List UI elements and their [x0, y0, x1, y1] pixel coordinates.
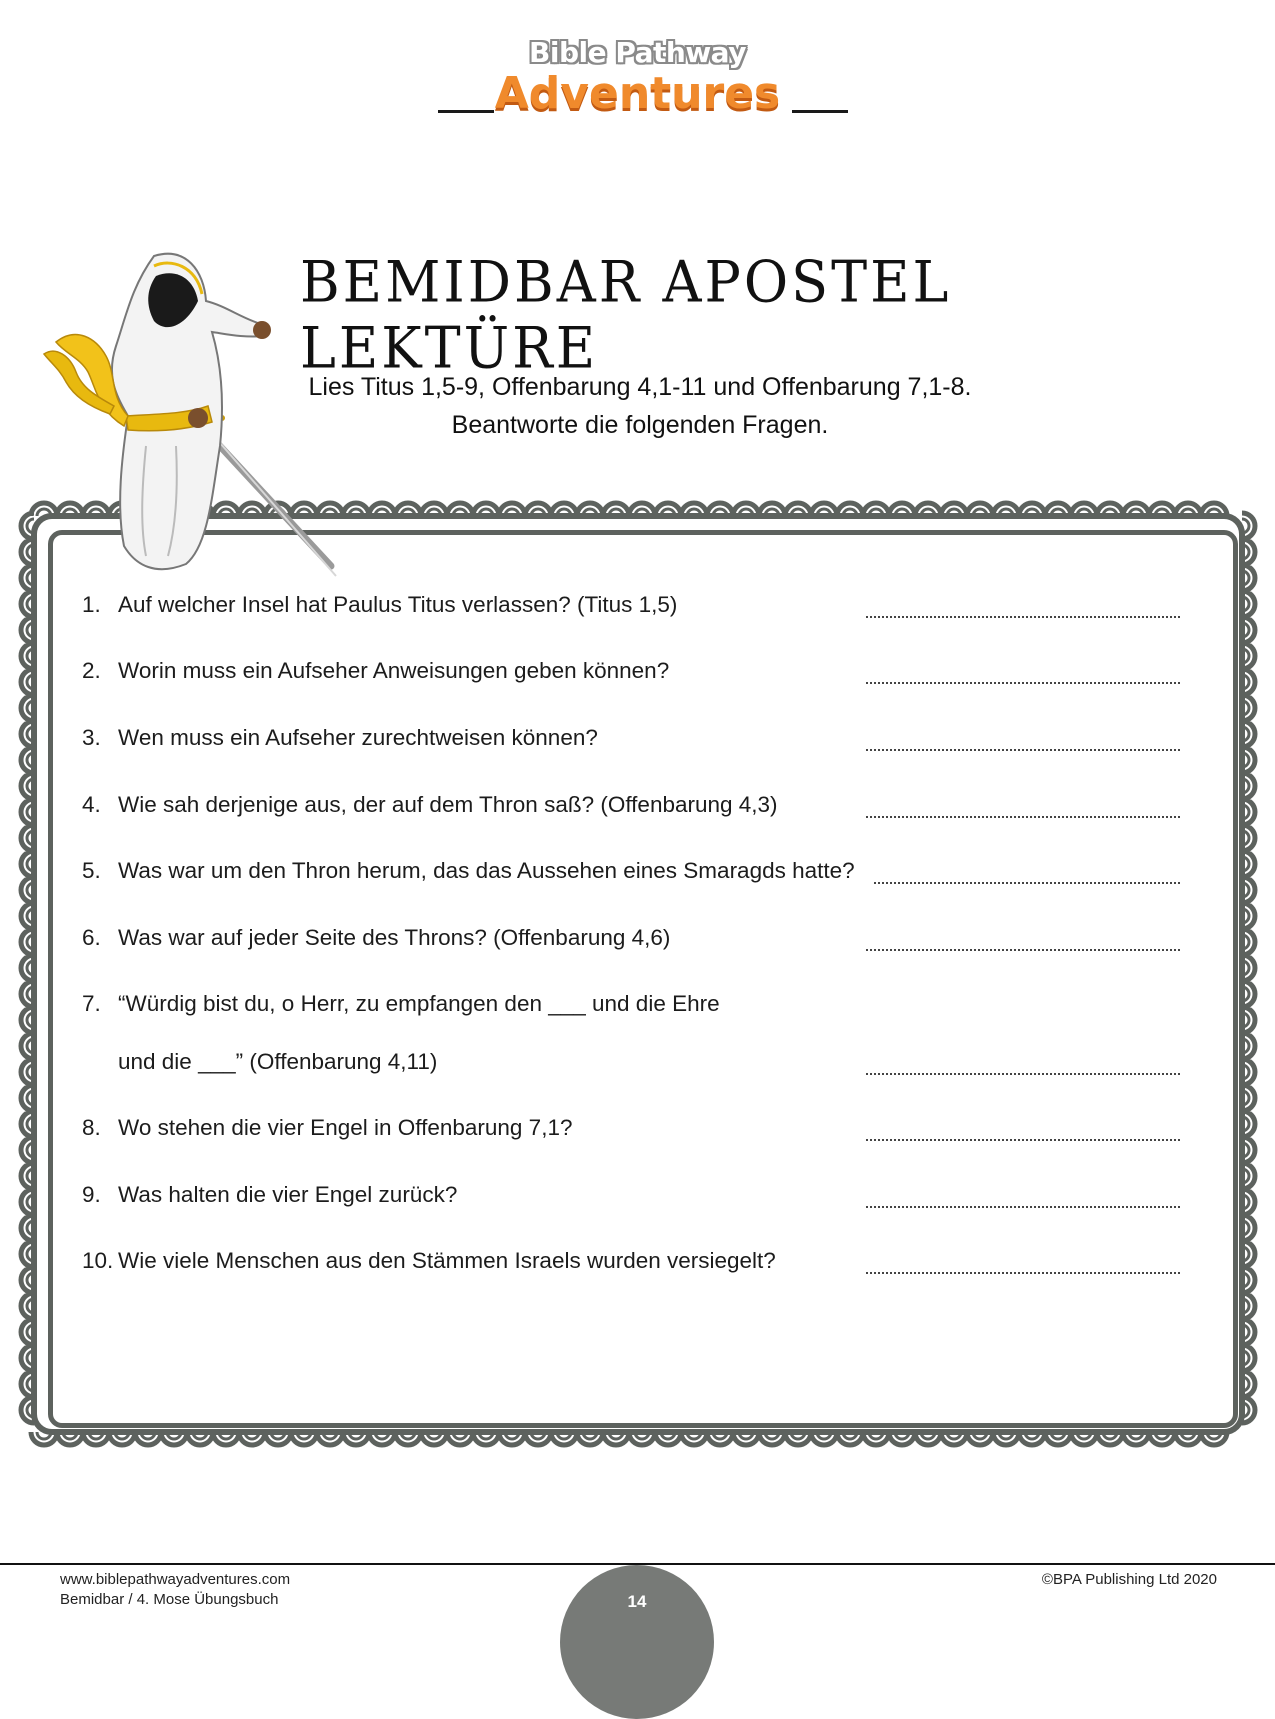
website-link[interactable]: www.biblepathwayadventures.com — [60, 1571, 291, 1588]
page-number: 14 — [627, 1592, 647, 1611]
copyright: ©BPA Publishing Ltd 2020 — [1041, 1571, 1217, 1588]
question-number: 2. — [82, 658, 101, 683]
question-item — [82, 858, 855, 884]
question-number: 5. — [82, 858, 101, 883]
answer-line[interactable] — [866, 1204, 1180, 1208]
answer-line[interactable] — [866, 747, 1180, 751]
question-text: Worin muss ein Aufseher Anweisungen geben können? — [118, 658, 670, 683]
question-item — [82, 725, 598, 751]
question-text: Was war auf jeder Seite des Throns? (Offenbarung 4,6) — [118, 925, 671, 950]
question-item — [82, 1248, 776, 1274]
book-title: Bemidbar / 4. Mose Übungsbuch — [60, 1591, 279, 1608]
answer-line[interactable] — [866, 614, 1180, 618]
brand-logo — [0, 28, 1275, 118]
question-item — [82, 1182, 457, 1208]
page-number-badge — [560, 1565, 714, 1719]
page-title: BEMIDBAR APOSTEL LEKTÜRE — [300, 248, 952, 382]
question-number: 3. — [82, 725, 101, 750]
question-number: 4. — [82, 792, 101, 817]
question-item — [82, 658, 669, 684]
question-text: Wen muss ein Aufseher zurechtweisen können? — [118, 725, 598, 750]
logo-top-text: Bible Pathway — [529, 36, 746, 69]
answer-line[interactable] — [866, 1071, 1180, 1075]
logo-main-text: Adventures — [494, 68, 781, 119]
question-item — [82, 1115, 572, 1141]
question-text: Auf welcher Insel hat Paulus Titus verlassen? (Titus 1,5) — [118, 592, 678, 617]
answer-line[interactable] — [866, 680, 1180, 684]
question-text: Wie viele Menschen aus den Stämmen Israels wurden versiegelt? — [118, 1248, 776, 1273]
answer-line[interactable] — [874, 880, 1180, 884]
question-number: 1. — [82, 592, 101, 617]
question-item — [82, 592, 677, 618]
question-item — [82, 792, 778, 818]
question-item — [82, 925, 670, 951]
instructions-line-1: Lies Titus 1,5-9, Offenbarung 4,1-11 und Offenbarung 7,1-8. — [308, 373, 972, 401]
question-text-continued: und die ___” (Offenbarung 4,11) — [118, 1049, 438, 1074]
footer-left — [60, 1570, 290, 1610]
question-number: 10. — [82, 1248, 114, 1273]
question-text: Was war um den Thron herum, das das Aussehen eines Smaragds hatte? — [118, 858, 855, 883]
question-text: Wo stehen die vier Engel in Offenbarung 7,1? — [118, 1115, 573, 1140]
question-text: Was halten die vier Engel zurück? — [118, 1182, 458, 1207]
question-text: Wie sah derjenige aus, der auf dem Thron saß? (Offenbarung 4,3) — [118, 792, 778, 817]
instructions — [240, 368, 1040, 444]
answer-line[interactable] — [866, 814, 1180, 818]
answer-line[interactable] — [866, 1270, 1180, 1274]
hooded-figure-illustration — [36, 246, 356, 586]
question-text: “Würdig bist du, o Herr, zu empfangen den ___ und die Ehre — [118, 991, 720, 1016]
question-number: 8. — [82, 1115, 101, 1140]
question-item — [82, 991, 720, 1074]
question-number: 9. — [82, 1182, 101, 1207]
instructions-line-2: Beantworte die folgenden Fragen. — [451, 411, 829, 439]
answer-line[interactable] — [866, 947, 1180, 951]
question-number: 7. — [82, 991, 101, 1016]
answer-line[interactable] — [866, 1137, 1180, 1141]
question-number: 6. — [82, 925, 101, 950]
